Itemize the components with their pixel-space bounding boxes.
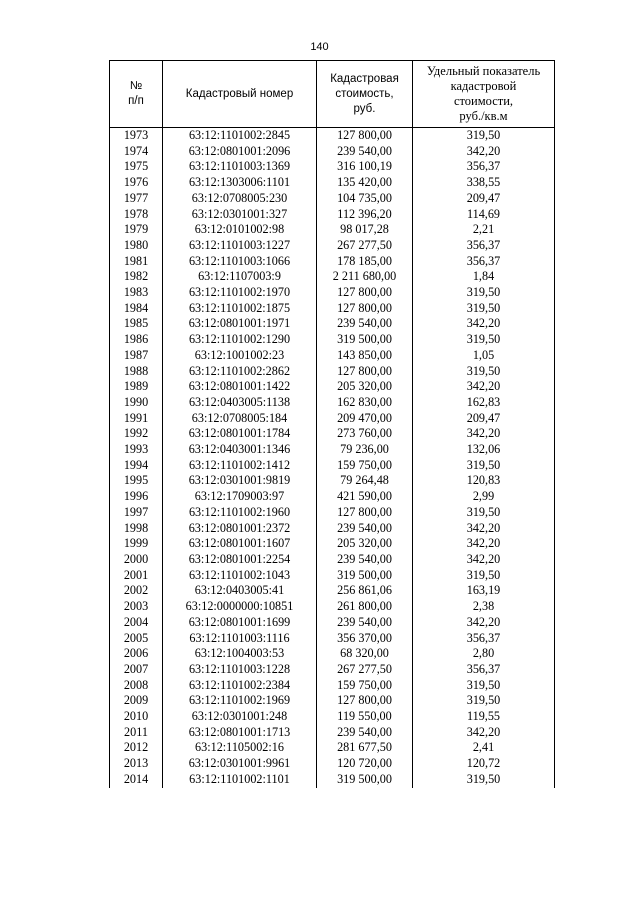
cell-row-number: 1995	[110, 473, 163, 489]
cell-cadastral-value: 79 236,00	[317, 442, 413, 458]
table-row	[110, 473, 555, 489]
table-row	[110, 348, 555, 364]
header-line: стоимость,	[335, 87, 394, 100]
cell-cadastral-value: 162 830,00	[317, 395, 413, 411]
cell-cadastral-value: 178 185,00	[317, 254, 413, 270]
cell-cadastral-number: 63:12:1101002:1101	[163, 772, 317, 788]
header-cadastral-number: Кадастровый номер	[163, 61, 317, 128]
cell-cadastral-number: 63:12:1101002:1875	[163, 301, 317, 317]
cell-cadastral-value: 239 540,00	[317, 725, 413, 741]
table-row	[110, 316, 555, 332]
cell-specific-index: 2,38	[413, 599, 555, 615]
cell-cadastral-value: 239 540,00	[317, 144, 413, 160]
table-body	[110, 128, 555, 788]
cell-cadastral-value: 127 800,00	[317, 364, 413, 380]
cell-cadastral-number: 63:12:0801001:1607	[163, 536, 317, 552]
cell-cadastral-number: 63:12:0403005:1138	[163, 395, 317, 411]
cell-row-number: 1980	[110, 238, 163, 254]
cell-cadastral-number: 63:12:1101003:1116	[163, 631, 317, 647]
cell-row-number: 1976	[110, 175, 163, 191]
cell-row-number: 2007	[110, 662, 163, 678]
table-row	[110, 128, 555, 144]
cell-row-number: 2001	[110, 568, 163, 584]
cell-specific-index: 319,50	[413, 364, 555, 380]
cell-row-number: 2003	[110, 599, 163, 615]
header-line: Кадастровая	[330, 72, 399, 85]
cell-row-number: 1994	[110, 458, 163, 474]
table-row	[110, 159, 555, 175]
cell-cadastral-number: 63:12:1101002:1043	[163, 568, 317, 584]
table-row	[110, 222, 555, 238]
cell-cadastral-number: 63:12:1101003:1369	[163, 159, 317, 175]
cell-row-number: 1982	[110, 269, 163, 285]
cell-cadastral-value: 127 800,00	[317, 301, 413, 317]
cell-row-number: 1973	[110, 128, 163, 144]
cell-row-number: 1992	[110, 426, 163, 442]
cell-cadastral-number: 63:12:1105002:16	[163, 740, 317, 756]
cell-row-number: 2013	[110, 756, 163, 772]
cell-cadastral-number: 63:12:0801001:2372	[163, 521, 317, 537]
cell-specific-index: 356,37	[413, 662, 555, 678]
table-row	[110, 583, 555, 599]
cell-row-number: 2002	[110, 583, 163, 599]
cell-cadastral-number: 63:12:1709003:97	[163, 489, 317, 505]
table-row	[110, 725, 555, 741]
cell-cadastral-value: 316 100,19	[317, 159, 413, 175]
cell-row-number: 1985	[110, 316, 163, 332]
cell-cadastral-value: 119 550,00	[317, 709, 413, 725]
cell-cadastral-value: 127 800,00	[317, 693, 413, 709]
header-row-number	[110, 61, 163, 128]
table-row	[110, 301, 555, 317]
cell-cadastral-number: 63:12:0801001:1784	[163, 426, 317, 442]
cell-row-number: 1999	[110, 536, 163, 552]
table-row	[110, 364, 555, 380]
table-row	[110, 411, 555, 427]
cell-row-number: 1998	[110, 521, 163, 537]
cell-specific-index: 162,83	[413, 395, 555, 411]
table-row	[110, 254, 555, 270]
cell-row-number: 2000	[110, 552, 163, 568]
cell-specific-index: 342,20	[413, 536, 555, 552]
table-row	[110, 521, 555, 537]
table-row	[110, 536, 555, 552]
header-specific-index	[413, 61, 555, 128]
table-row	[110, 489, 555, 505]
cell-specific-index: 2,41	[413, 740, 555, 756]
cell-cadastral-value: 239 540,00	[317, 521, 413, 537]
cell-cadastral-number: 63:12:0403001:1346	[163, 442, 317, 458]
cell-specific-index: 342,20	[413, 725, 555, 741]
cell-cadastral-number: 63:12:0708005:230	[163, 191, 317, 207]
table-row	[110, 285, 555, 301]
cell-specific-index: 342,20	[413, 316, 555, 332]
cell-specific-index: 356,37	[413, 159, 555, 175]
header-line: п/п	[128, 95, 144, 107]
cell-cadastral-value: 281 677,50	[317, 740, 413, 756]
cell-row-number: 1981	[110, 254, 163, 270]
cell-specific-index: 319,50	[413, 301, 555, 317]
cell-cadastral-value: 421 590,00	[317, 489, 413, 505]
cell-cadastral-number: 63:12:1101003:1066	[163, 254, 317, 270]
page-number: 140	[310, 41, 329, 53]
cell-cadastral-value: 209 470,00	[317, 411, 413, 427]
cell-specific-index: 319,50	[413, 458, 555, 474]
table-row	[110, 740, 555, 756]
cell-cadastral-number: 63:12:0708005:184	[163, 411, 317, 427]
cell-row-number: 1987	[110, 348, 163, 364]
cell-cadastral-value: 256 861,06	[317, 583, 413, 599]
cell-cadastral-number: 63:12:1101002:1969	[163, 693, 317, 709]
table-row	[110, 379, 555, 395]
cell-cadastral-value: 267 277,50	[317, 662, 413, 678]
table-row	[110, 631, 555, 647]
cell-row-number: 1993	[110, 442, 163, 458]
cell-specific-index: 1,05	[413, 348, 555, 364]
cell-row-number: 1974	[110, 144, 163, 160]
table-row	[110, 662, 555, 678]
header-line: №	[129, 80, 143, 92]
cell-cadastral-number: 63:12:1101002:2845	[163, 128, 317, 144]
cell-specific-index: 319,50	[413, 128, 555, 144]
cell-cadastral-number: 63:12:0101002:98	[163, 222, 317, 238]
cell-cadastral-number: 63:12:0403005:41	[163, 583, 317, 599]
cell-specific-index: 2,80	[413, 646, 555, 662]
cell-specific-index: 132,06	[413, 442, 555, 458]
cell-cadastral-number: 63:12:1303006:1101	[163, 175, 317, 191]
cell-row-number: 1977	[110, 191, 163, 207]
header-line: Удельный показатель	[426, 64, 541, 78]
cell-cadastral-value: 2 211 680,00	[317, 269, 413, 285]
cell-cadastral-number: 63:12:1101002:1412	[163, 458, 317, 474]
cell-cadastral-number: 63:12:0301001:327	[163, 207, 317, 223]
table-header-row	[110, 61, 555, 128]
cell-row-number: 2014	[110, 772, 163, 788]
table-row	[110, 332, 555, 348]
cell-specific-index: 209,47	[413, 411, 555, 427]
cell-cadastral-value: 159 750,00	[317, 458, 413, 474]
cell-specific-index: 2,99	[413, 489, 555, 505]
cadastral-value-table	[109, 60, 555, 788]
table-row	[110, 238, 555, 254]
cell-specific-index: 319,50	[413, 332, 555, 348]
cell-specific-index: 356,37	[413, 254, 555, 270]
cell-specific-index: 338,55	[413, 175, 555, 191]
table-row	[110, 207, 555, 223]
cell-cadastral-number: 63:12:1004003:53	[163, 646, 317, 662]
cell-cadastral-number: 63:12:0801001:1713	[163, 725, 317, 741]
cell-specific-index: 319,50	[413, 505, 555, 521]
header-line: руб./кв.м	[459, 109, 508, 123]
cell-row-number: 1996	[110, 489, 163, 505]
header-line: кадастровой	[450, 79, 517, 93]
cell-specific-index: 2,21	[413, 222, 555, 238]
table-row	[110, 191, 555, 207]
cell-row-number: 1991	[110, 411, 163, 427]
cell-specific-index: 319,50	[413, 285, 555, 301]
cell-cadastral-value: 239 540,00	[317, 316, 413, 332]
cell-cadastral-value: 98 017,28	[317, 222, 413, 238]
cell-cadastral-value: 135 420,00	[317, 175, 413, 191]
cell-cadastral-number: 63:12:0801001:1971	[163, 316, 317, 332]
cell-row-number: 2009	[110, 693, 163, 709]
cell-row-number: 1975	[110, 159, 163, 175]
cell-cadastral-number: 63:12:0301001:9819	[163, 473, 317, 489]
cell-specific-index: 342,20	[413, 379, 555, 395]
header-line: стоимости,	[453, 94, 514, 108]
table-row	[110, 395, 555, 411]
cell-cadastral-value: 261 800,00	[317, 599, 413, 615]
cell-cadastral-number: 63:12:0801001:2254	[163, 552, 317, 568]
cell-specific-index: 342,20	[413, 615, 555, 631]
cell-specific-index: 356,37	[413, 238, 555, 254]
cell-row-number: 1989	[110, 379, 163, 395]
table-row	[110, 458, 555, 474]
cell-specific-index: 119,55	[413, 709, 555, 725]
header-cadastral-value	[317, 61, 413, 128]
table-row	[110, 505, 555, 521]
cell-specific-index: 163,19	[413, 583, 555, 599]
cell-cadastral-number: 63:12:1101002:1960	[163, 505, 317, 521]
cell-row-number: 1983	[110, 285, 163, 301]
table-row	[110, 599, 555, 615]
cell-specific-index: 120,83	[413, 473, 555, 489]
cell-cadastral-value: 205 320,00	[317, 536, 413, 552]
cell-cadastral-number: 63:12:0301001:9961	[163, 756, 317, 772]
cell-row-number: 2005	[110, 631, 163, 647]
cell-cadastral-number: 63:12:0801001:1422	[163, 379, 317, 395]
cell-row-number: 2011	[110, 725, 163, 741]
cell-row-number: 1978	[110, 207, 163, 223]
cell-row-number: 1988	[110, 364, 163, 380]
cell-cadastral-number: 63:12:1107003:9	[163, 269, 317, 285]
cell-cadastral-value: 127 800,00	[317, 285, 413, 301]
cell-cadastral-value: 104 735,00	[317, 191, 413, 207]
cell-cadastral-value: 267 277,50	[317, 238, 413, 254]
cell-row-number: 2004	[110, 615, 163, 631]
cell-cadastral-value: 319 500,00	[317, 772, 413, 788]
cell-row-number: 1997	[110, 505, 163, 521]
cell-cadastral-value: 79 264,48	[317, 473, 413, 489]
cell-specific-index: 342,20	[413, 552, 555, 568]
table-row	[110, 756, 555, 772]
cell-row-number: 1986	[110, 332, 163, 348]
cell-row-number: 2012	[110, 740, 163, 756]
table-row	[110, 175, 555, 191]
cell-cadastral-value: 239 540,00	[317, 552, 413, 568]
cell-cadastral-number: 63:12:0000000:10851	[163, 599, 317, 615]
cell-cadastral-number: 63:12:1101002:1970	[163, 285, 317, 301]
cell-cadastral-number: 63:12:1101003:1227	[163, 238, 317, 254]
table-row	[110, 678, 555, 694]
cell-cadastral-value: 143 850,00	[317, 348, 413, 364]
cell-specific-index: 319,50	[413, 678, 555, 694]
cell-cadastral-value: 120 720,00	[317, 756, 413, 772]
cell-cadastral-number: 63:12:1101002:2384	[163, 678, 317, 694]
table-row	[110, 615, 555, 631]
cell-row-number: 1979	[110, 222, 163, 238]
cell-specific-index: 319,50	[413, 772, 555, 788]
cell-row-number: 1984	[110, 301, 163, 317]
cell-cadastral-value: 159 750,00	[317, 678, 413, 694]
header-line: руб.	[353, 102, 376, 115]
cell-specific-index: 319,50	[413, 568, 555, 584]
cell-cadastral-value: 112 396,20	[317, 207, 413, 223]
cell-specific-index: 1,84	[413, 269, 555, 285]
table-row	[110, 144, 555, 160]
cell-specific-index: 120,72	[413, 756, 555, 772]
table-row	[110, 426, 555, 442]
table-row	[110, 709, 555, 725]
cell-specific-index: 342,20	[413, 521, 555, 537]
cell-specific-index: 114,69	[413, 207, 555, 223]
cell-specific-index: 342,20	[413, 426, 555, 442]
cell-cadastral-number: 63:12:0801001:2096	[163, 144, 317, 160]
table-row	[110, 646, 555, 662]
cell-cadastral-number: 63:12:0801001:1699	[163, 615, 317, 631]
cell-cadastral-number: 63:12:1101002:2862	[163, 364, 317, 380]
cell-specific-index: 342,20	[413, 144, 555, 160]
cell-specific-index: 319,50	[413, 693, 555, 709]
cell-specific-index: 209,47	[413, 191, 555, 207]
cell-cadastral-value: 205 320,00	[317, 379, 413, 395]
table-row	[110, 693, 555, 709]
cell-cadastral-value: 319 500,00	[317, 568, 413, 584]
cell-cadastral-number: 63:12:1101002:1290	[163, 332, 317, 348]
cell-cadastral-value: 127 800,00	[317, 505, 413, 521]
cell-cadastral-value: 319 500,00	[317, 332, 413, 348]
cell-cadastral-value: 356 370,00	[317, 631, 413, 647]
cell-cadastral-value: 68 320,00	[317, 646, 413, 662]
cell-row-number: 1990	[110, 395, 163, 411]
table-row	[110, 552, 555, 568]
cell-specific-index: 356,37	[413, 631, 555, 647]
table-row	[110, 269, 555, 285]
cell-cadastral-value: 127 800,00	[317, 128, 413, 144]
cell-cadastral-number: 63:12:1101003:1228	[163, 662, 317, 678]
cell-row-number: 2010	[110, 709, 163, 725]
cell-row-number: 2006	[110, 646, 163, 662]
cell-cadastral-value: 273 760,00	[317, 426, 413, 442]
cell-cadastral-value: 239 540,00	[317, 615, 413, 631]
cell-cadastral-number: 63:12:0301001:248	[163, 709, 317, 725]
table-row	[110, 568, 555, 584]
cell-cadastral-number: 63:12:1001002:23	[163, 348, 317, 364]
table-row	[110, 442, 555, 458]
table-row	[110, 772, 555, 788]
cell-row-number: 2008	[110, 678, 163, 694]
